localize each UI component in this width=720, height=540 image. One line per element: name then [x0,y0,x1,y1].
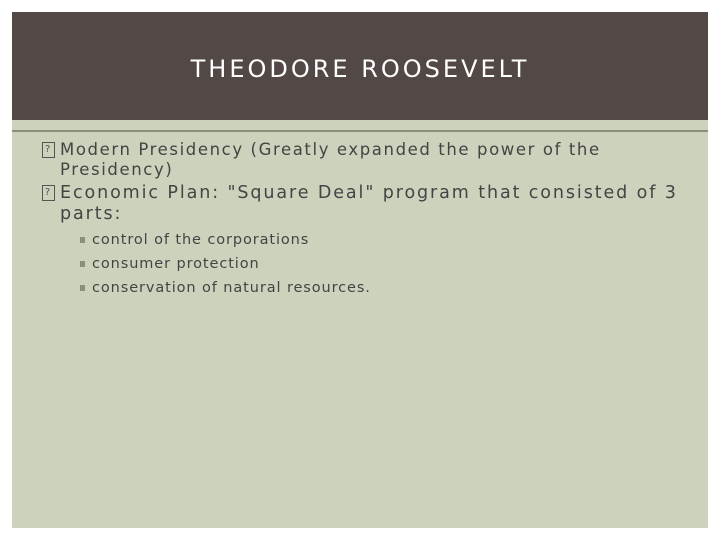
sub-item-text: conservation of natural resources. [92,280,371,296]
slide [12,12,708,528]
sub-item-text: consumer protection [92,256,260,272]
title-divider [12,130,708,132]
sub-item [80,276,692,300]
bullet-text: Economic Plan: "Square Deal" program that consisted of 3 parts: [60,183,678,224]
sub-item-text: control of the corporations [92,232,310,248]
bullet-economic-plan [42,183,692,225]
square-deal-sub-list [42,228,692,300]
bullet-text: Modern Presidency (Greatly expanded the power of the Presidency) [60,140,601,179]
square-bullet-icon [80,237,85,243]
slide-content [42,140,692,300]
bullet-modern-presidency [42,140,692,180]
missing-glyph-icon: ? [42,142,55,158]
square-bullet-icon [80,261,85,267]
square-bullet-icon [80,285,85,291]
sub-item [80,228,692,252]
missing-glyph-icon: ? [42,185,55,201]
slide-title: THEODORE ROOSEVELT [190,55,530,83]
title-bar [12,12,708,120]
sub-item [80,252,692,276]
